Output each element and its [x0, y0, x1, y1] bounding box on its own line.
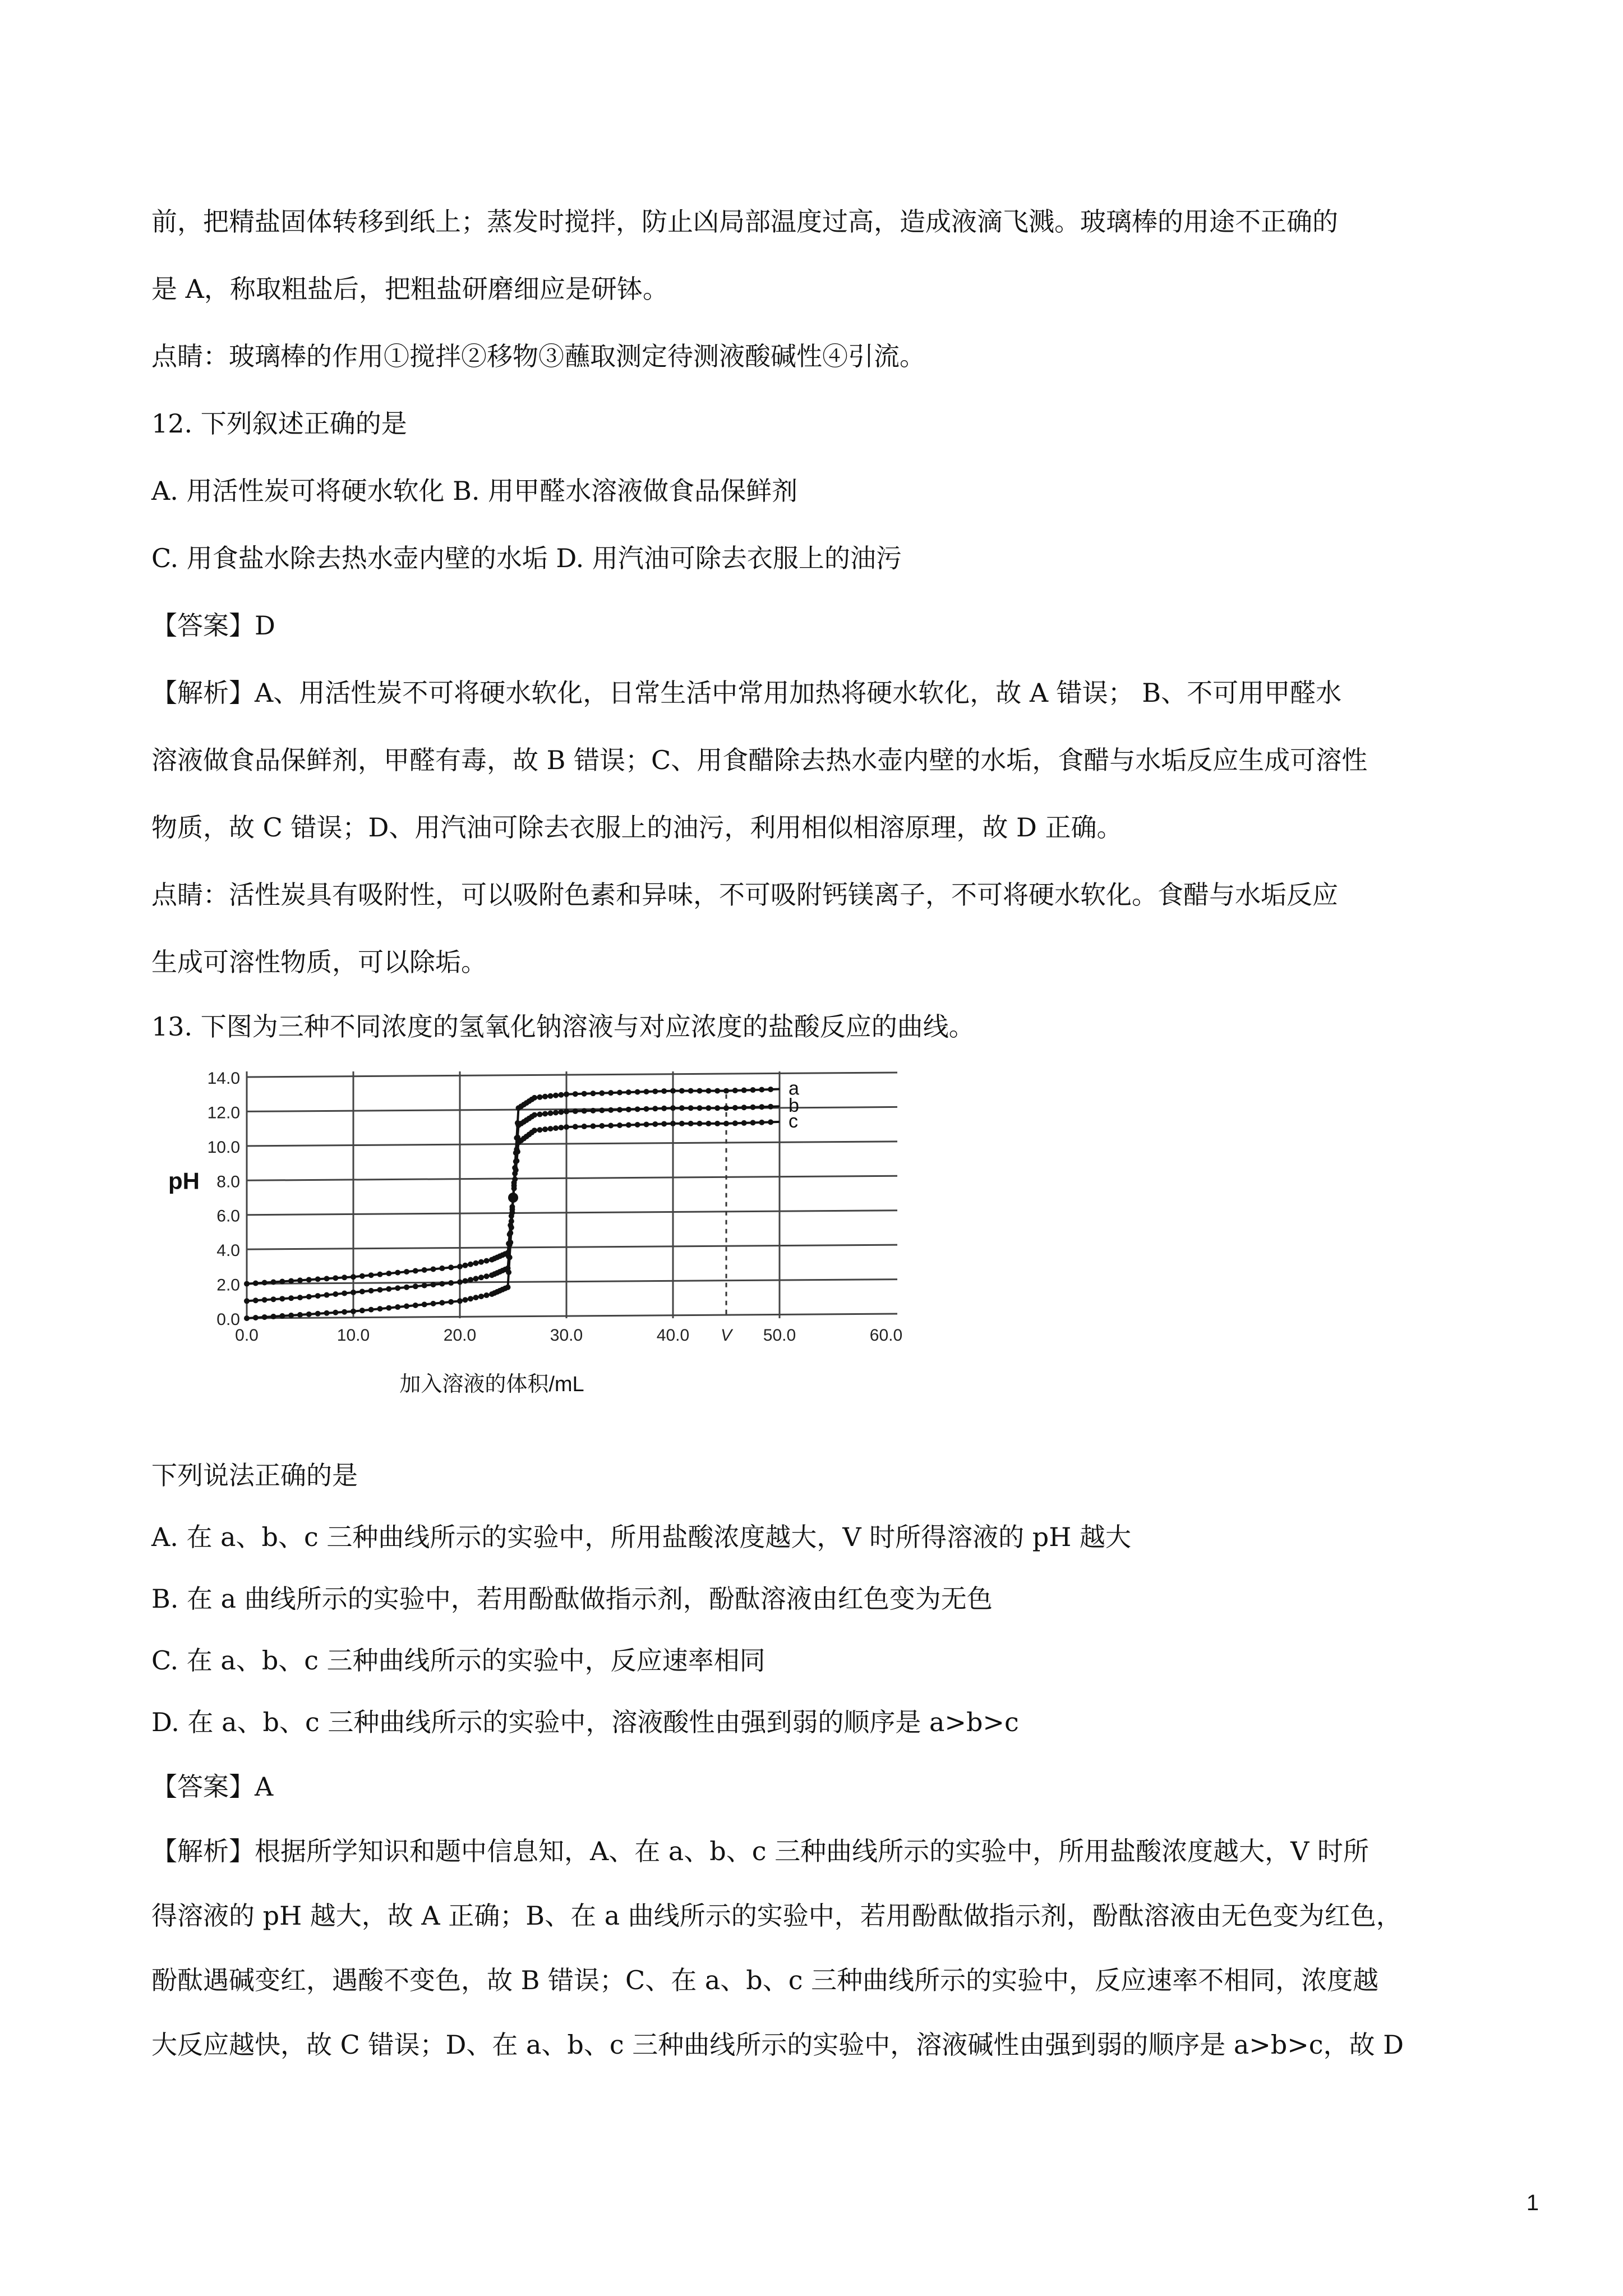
data-point-c [599, 1123, 605, 1129]
data-point-c [386, 1271, 391, 1276]
y-tick-label: 4.0 [216, 1241, 240, 1260]
data-point-c [559, 1125, 564, 1130]
data-point-a [253, 1315, 259, 1320]
data-point-c [351, 1274, 356, 1280]
x-tick-label: 30.0 [550, 1326, 583, 1345]
x-tick-label: 40.0 [656, 1326, 690, 1345]
data-point-b [599, 1107, 605, 1113]
x-tick-label: 20.0 [443, 1326, 477, 1345]
data-point-b [279, 1296, 285, 1301]
data-point-a [679, 1088, 685, 1094]
data-point-b [759, 1104, 764, 1110]
data-point-c [324, 1276, 330, 1281]
text-line: 前，把精盐固体转移到纸上；蒸发时搅拌，防止凶局部温度过高，造成液滴飞溅。玻璃棒的用途不正确的 [151, 206, 1338, 237]
data-point-c [542, 1126, 548, 1132]
data-point-a [413, 1303, 418, 1308]
data-point-c [377, 1272, 383, 1277]
data-point-a [288, 1313, 294, 1318]
data-point-a [505, 1285, 511, 1290]
data-point-a [395, 1304, 400, 1310]
data-point-b [542, 1111, 548, 1117]
data-point-b [413, 1283, 418, 1289]
x-tick-label: 50.0 [763, 1326, 796, 1345]
data-point-c [468, 1262, 473, 1267]
data-point-b [262, 1297, 268, 1303]
data-point-b [750, 1105, 756, 1110]
data-point-b [626, 1107, 631, 1112]
data-point-a [448, 1299, 454, 1305]
explanation-line: 【解析】A、用活性炭不可将硬水软化，日常生活中常用加热将硬水软化，故 A 错误； B、不可用甲醛水 [151, 678, 1342, 708]
data-point-a [644, 1089, 649, 1094]
data-point-a [377, 1306, 383, 1312]
data-point-a [732, 1088, 738, 1093]
data-point-a [473, 1295, 479, 1300]
data-point-c [532, 1128, 537, 1133]
data-point-c [508, 1222, 513, 1228]
data-point-b [463, 1278, 468, 1283]
data-point-b [608, 1107, 614, 1113]
equivalence-point [508, 1193, 518, 1203]
data-point-a [688, 1088, 694, 1094]
data-point-a [548, 1093, 554, 1099]
data-point-c [741, 1120, 747, 1126]
grid-line [247, 1211, 897, 1215]
data-point-a [564, 1092, 569, 1097]
data-point-a [626, 1089, 631, 1095]
data-point-a [759, 1087, 764, 1093]
data-point-c [457, 1264, 463, 1269]
y-tick-label: 8.0 [216, 1172, 240, 1191]
data-point-b [505, 1266, 511, 1271]
data-point-b [271, 1296, 276, 1302]
data-point-c [306, 1277, 312, 1282]
data-point-c [484, 1258, 490, 1264]
data-point-b [473, 1276, 479, 1281]
data-point-b [306, 1294, 312, 1300]
data-point-b [333, 1291, 338, 1297]
data-point-a [582, 1091, 587, 1097]
data-point-a [741, 1088, 747, 1093]
data-point-b [564, 1108, 569, 1114]
data-point-b [342, 1290, 347, 1296]
data-point-b [697, 1105, 703, 1111]
data-point-c [463, 1263, 468, 1268]
data-point-c [512, 1176, 518, 1182]
data-point-a [706, 1088, 711, 1094]
data-point-b [559, 1109, 564, 1115]
data-point-b [457, 1280, 463, 1285]
question-13-stem: 13. 下图为三种不同浓度的氢氧化钠溶液与对应浓度的盐酸反应的曲线。 [151, 1011, 975, 1042]
grid-line [247, 1073, 897, 1077]
data-point-c [514, 1158, 519, 1163]
data-point-c [688, 1121, 694, 1126]
explanation-line: 得溶液的 pH 越大，故 A 正确；B、在 a 曲线所示的实验中，若用酚酞做指示剂，酚酞溶液由无色变为红色， [151, 1901, 1402, 1931]
data-point-b [661, 1106, 667, 1111]
data-point-c [244, 1281, 250, 1287]
answer-label: 【答案】A [151, 1772, 274, 1802]
data-point-c [564, 1124, 569, 1130]
data-point-c [608, 1123, 614, 1129]
data-point-a [422, 1301, 427, 1307]
data-point-a [768, 1087, 773, 1092]
question-13-option-a: A. 在 a、b、c 三种曲线所示的实验中，所用盐酸浓度越大，V 时所得溶液的 pH 越大 [151, 1522, 1131, 1552]
data-point-c [670, 1121, 676, 1126]
data-point-c [413, 1268, 418, 1274]
data-point-a [404, 1304, 409, 1309]
y-tick-label: 2.0 [216, 1276, 240, 1295]
data-point-b [548, 1111, 554, 1116]
x-tick-label: V [720, 1326, 732, 1345]
data-point-b [723, 1105, 729, 1111]
data-point-c [644, 1121, 649, 1127]
data-point-b [448, 1280, 454, 1286]
data-point-a [359, 1308, 365, 1313]
data-point-b [468, 1277, 473, 1282]
question-13-prompt: 下列说法正确的是 [151, 1460, 358, 1490]
data-point-a [351, 1309, 356, 1314]
data-point-b [644, 1106, 649, 1112]
data-point-c [333, 1275, 338, 1281]
data-point-a [297, 1312, 303, 1318]
note-line: 生成可溶性物质，可以除垢。 [151, 947, 487, 977]
question-13-option-d: D. 在 a、b、c 三种曲线所示的实验中，溶液酸性由强到弱的顺序是 a>b>c [151, 1707, 1019, 1737]
series-label-c: c [789, 1110, 798, 1132]
data-point-c [513, 1167, 519, 1173]
data-point-c [553, 1125, 559, 1131]
y-tick-label: 12.0 [207, 1103, 240, 1122]
data-point-c [431, 1266, 436, 1272]
data-point-b [377, 1287, 383, 1292]
data-point-b [714, 1105, 720, 1111]
data-point-b [351, 1290, 356, 1295]
data-point-c [759, 1120, 764, 1125]
data-point-b [741, 1105, 747, 1110]
data-point-b [297, 1295, 303, 1300]
data-point-b [573, 1108, 578, 1114]
data-point-b [652, 1106, 658, 1111]
data-point-b [315, 1293, 321, 1299]
question-12-stem: 12. 下列叙述正确的是 [151, 408, 407, 439]
data-point-b [244, 1298, 250, 1304]
question-13-option-c: C. 在 a、b、c 三种曲线所示的实验中，反应速率相同 [151, 1645, 766, 1676]
data-point-a [484, 1292, 490, 1298]
data-point-c [582, 1124, 587, 1129]
data-point-c [626, 1122, 631, 1128]
explanation-line: 酚酞遇碱变红，遇酸不变色，故 B 错误；C、在 a、b、c 三种曲线所示的实验中，反应速率不相同，浓度越 [151, 1965, 1379, 1995]
data-point-a [244, 1315, 250, 1321]
data-point-c [706, 1121, 711, 1126]
data-point-a [279, 1313, 285, 1319]
data-point-a [306, 1312, 312, 1317]
data-point-b [439, 1281, 445, 1287]
data-point-c [661, 1121, 667, 1126]
data-point-c [548, 1126, 554, 1131]
data-point-b [368, 1288, 374, 1294]
data-point-c [253, 1281, 259, 1286]
data-point-b [617, 1107, 623, 1112]
data-point-c [271, 1280, 276, 1285]
data-point-b [582, 1108, 587, 1114]
data-point-c [509, 1204, 515, 1209]
data-point-c [732, 1120, 738, 1126]
data-point-c [422, 1267, 427, 1273]
data-point-c [652, 1121, 658, 1127]
data-point-a [324, 1310, 330, 1316]
data-point-c [448, 1264, 454, 1270]
data-point-b [253, 1297, 259, 1303]
explanation-line: 溶液做食品保鲜剂，甲醛有毒，故 B 错误；C、用食醋除去热水壶内壁的水垢，食醋与水垢反应生成可溶性 [151, 745, 1368, 775]
data-point-c [617, 1122, 623, 1128]
data-point-b [532, 1112, 537, 1118]
grid-line [247, 1176, 897, 1180]
data-point-a [532, 1095, 537, 1101]
data-point-b [422, 1283, 427, 1289]
data-point-b [670, 1105, 676, 1111]
data-point-c [507, 1232, 513, 1237]
explanation-line: 大反应越快，故 C 错误；D、在 a、b、c 三种曲线所示的实验中，溶液碱性由强到弱的顺序是 a>b>c，故 D [151, 2030, 1404, 2060]
data-point-c [359, 1273, 365, 1279]
data-point-c [395, 1270, 400, 1276]
data-point-a [559, 1092, 564, 1098]
data-point-b [553, 1110, 559, 1115]
text-line: 是 A，称取粗盐后，把粗盐研磨细应是研钵。 [151, 274, 668, 304]
data-point-c [635, 1122, 640, 1128]
data-point-a [697, 1088, 703, 1094]
series-label-a: a [789, 1078, 799, 1099]
x-axis-label: 加入溶液的体积/mL [399, 1373, 584, 1396]
page-number: 1 [1526, 2191, 1539, 2215]
data-point-b [395, 1285, 400, 1291]
data-point-b [732, 1105, 738, 1111]
data-point-c [509, 1213, 514, 1219]
data-point-c [368, 1272, 374, 1278]
data-point-b [404, 1285, 409, 1290]
data-point-a [386, 1305, 391, 1311]
data-point-a [750, 1087, 756, 1093]
y-tick-label: 10.0 [207, 1138, 240, 1157]
note-line: 点睛：活性炭具有吸附性，可以吸附色素和异味，不可吸附钙镁离子，不可将硬水软化。食醋与水垢反应 [151, 880, 1338, 910]
data-point-a [652, 1089, 658, 1094]
data-point-b [324, 1292, 330, 1298]
data-point-c [262, 1280, 268, 1286]
y-tick-label: 14.0 [207, 1069, 240, 1088]
question-12-options-cd: C. 用食盐水除去热水壶内壁的水垢 D. 用汽油可除去衣服上的油污 [151, 543, 902, 573]
data-point-a [553, 1093, 559, 1098]
answer-label: 【答案】D [151, 610, 275, 641]
data-point-a [542, 1094, 548, 1099]
data-point-a [723, 1088, 729, 1094]
data-point-a [439, 1300, 445, 1305]
y-tick-label: 6.0 [216, 1207, 240, 1226]
data-point-c [511, 1186, 517, 1191]
question-13-option-b: B. 在 a 曲线所示的实验中，若用酚酞做指示剂，酚酞溶液由红色变为无色 [151, 1584, 993, 1614]
data-point-a [431, 1301, 436, 1306]
data-point-a [599, 1091, 605, 1096]
data-point-b [591, 1108, 596, 1114]
explanation-line: 物质，故 C 错误；D、用汽油可除去衣服上的油污，利用相似相溶原理，故 D 正确。 [151, 812, 1123, 843]
data-point-b [359, 1289, 365, 1294]
data-point-a [537, 1094, 543, 1100]
data-point-c [697, 1121, 703, 1126]
data-point-a [661, 1088, 667, 1094]
data-point-b [478, 1274, 484, 1280]
question-12-options-ab: A. 用活性炭可将硬水软化 B. 用甲醛水溶液做食品保鲜剂 [151, 476, 798, 506]
data-point-b [706, 1105, 711, 1111]
data-point-b [688, 1105, 694, 1111]
data-point-a [468, 1296, 473, 1301]
data-point-b [288, 1295, 294, 1301]
data-point-c [506, 1241, 511, 1246]
series-label-b: b [789, 1095, 799, 1117]
data-point-a [333, 1310, 338, 1315]
data-point-a [608, 1090, 614, 1096]
data-point-b [635, 1106, 640, 1112]
data-point-b [431, 1282, 436, 1287]
data-point-c [679, 1121, 685, 1126]
data-point-c [404, 1269, 409, 1274]
data-point-c [750, 1120, 756, 1125]
data-point-c [342, 1274, 347, 1280]
data-point-c [768, 1119, 773, 1125]
data-point-c [279, 1278, 285, 1284]
data-point-a [463, 1297, 468, 1303]
y-axis-label: pH [168, 1167, 200, 1194]
data-point-c [473, 1260, 479, 1266]
x-tick-label: 0.0 [235, 1326, 259, 1345]
data-point-c [515, 1149, 520, 1154]
x-tick-label: 60.0 [869, 1326, 903, 1345]
data-point-b [386, 1286, 391, 1292]
data-point-a [457, 1298, 463, 1304]
data-point-a [262, 1314, 268, 1320]
data-point-c [297, 1277, 303, 1283]
data-point-a [714, 1088, 720, 1094]
data-point-b [484, 1273, 490, 1279]
data-point-a [478, 1294, 484, 1299]
data-point-b [768, 1104, 773, 1110]
grid-line [247, 1142, 897, 1146]
data-point-b [537, 1112, 543, 1117]
data-point-c [505, 1250, 511, 1255]
data-point-c [591, 1124, 596, 1129]
data-point-a [368, 1307, 374, 1313]
data-point-a [635, 1089, 640, 1095]
data-point-c [439, 1266, 445, 1271]
data-point-c [714, 1121, 720, 1126]
data-point-c [315, 1276, 321, 1282]
titration-chart [163, 1055, 959, 1436]
data-point-a [591, 1091, 596, 1096]
data-point-a [342, 1309, 347, 1315]
data-point-a [670, 1088, 676, 1094]
data-point-b [679, 1105, 685, 1111]
data-point-c [478, 1259, 484, 1265]
data-point-c [723, 1121, 729, 1126]
data-point-a [573, 1091, 578, 1097]
data-point-a [315, 1311, 321, 1317]
data-point-c [288, 1278, 294, 1283]
data-point-c [537, 1127, 543, 1133]
explanation-line: 【解析】根据所学知识和题中信息知，A、在 a、b、c 三种曲线所示的实验中，所用盐酸浓度越大，V 时所 [151, 1836, 1369, 1866]
y-tick-label: 0.0 [216, 1310, 240, 1329]
data-point-c [573, 1124, 578, 1130]
data-point-a [617, 1090, 623, 1096]
x-tick-label: 10.0 [336, 1326, 370, 1345]
grid-line [247, 1245, 897, 1249]
data-point-a [271, 1314, 276, 1319]
text-line: 点睛：玻璃棒的作用①搅拌②移物③蘸取测定待测液酸碱性④引流。 [151, 341, 925, 371]
